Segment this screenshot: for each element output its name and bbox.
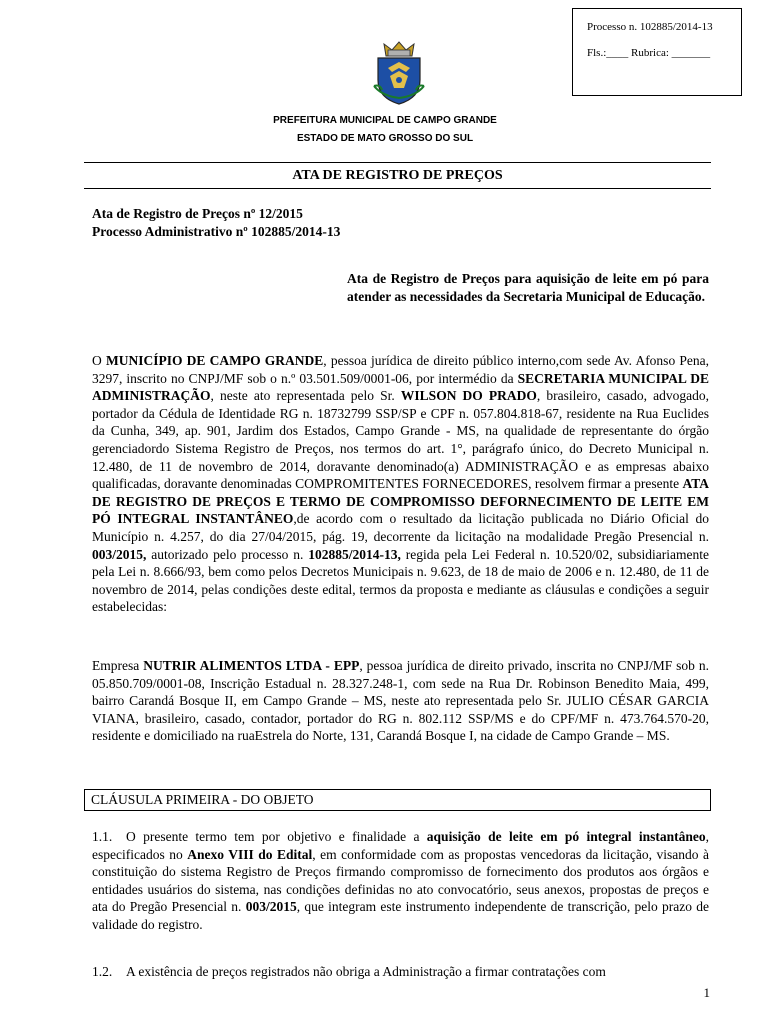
text-run: Empresa	[92, 658, 144, 673]
clause-number: 1.2.	[92, 964, 113, 979]
org-state-line: ESTADO DE MATO GROSSO DO SUL	[296, 133, 474, 144]
text-run: O	[92, 353, 106, 368]
text-run: , neste ato representada pelo Sr.	[210, 388, 401, 404]
process-number: Processo n. 102885/2014-13	[587, 21, 713, 33]
text-run: regida pela Lei Federal n. 10.520/02, subsidiariamente pela Lei n. 8.666/93, bem como pelos Decretos Municipais n. 9.623, de 18 de maio de 2006 e n. 12.480, de 11 de novembro de 2014, pelas condições deste edital, termos da proposta e mediante as cláusulas e condições a seguir estabelecidas:	[92, 546, 709, 615]
coat-of-arms-icon	[370, 40, 428, 108]
bold-run: aquisição de leite em pó integral instantâneo	[426, 829, 706, 844]
title-rule-top	[84, 162, 711, 163]
title-rule-bottom	[84, 188, 711, 189]
parties-paragraph	[92, 352, 709, 616]
page-number: 1	[703, 985, 710, 1000]
document-summary: Ata de Registro de Preços para aquisição de leite em pó para atender as necessidades da Secretaria Municipal de Educação.	[347, 271, 709, 304]
bold-run: 003/2015,	[92, 546, 147, 562]
text-run: autorizado pelo processo n.	[146, 546, 309, 562]
company-paragraph	[92, 657, 709, 745]
folio-rubric-line: Fls.:____ Rubrica: _______	[587, 47, 711, 59]
bold-run: Anexo VIII do Edital	[187, 846, 313, 862]
bold-run: MUNICÍPIO DE CAMPO GRANDE	[105, 353, 324, 368]
document-title: ATA DE REGISTRO DE PREÇOS	[292, 168, 503, 183]
reference-lines	[92, 205, 709, 240]
text-run: , especificados no	[92, 829, 709, 862]
clause-1-2	[92, 963, 709, 981]
bold-run: ATA DE REGISTRO DE PREÇOS E TERMO DE COMPROMISSO DEFORNECIMENTO DE LEITE EM PÓ INTEGRAL INSTANTÂNEO	[92, 476, 710, 527]
text-run: , pessoa jurídica de direito privado, inscrita no CNPJ/MF sob n. 05.850.709/0001-08, Inscrição Estadual n. 28.327.248-1, com sede na Rua Dr. Robinson Benedito Maia, 499, bairro Carandá Bosque II, em Campo Grande – MS, neste ato representada pelo Sr. JULIO CÉSAR GARCIA VIANA, brasileiro, casado, contador, portador do RG n. 802.112 SSP/MS e do CPF/MF n. 473.764.570-20, residente e domiciliado na ruaEstrela do Norte, 131, Carandá Bosque I, na cidade de Campo Grande – MS.	[92, 658, 710, 744]
text-run: A existência de preços registrados não obriga a Administração a firmar contratações com	[126, 964, 606, 979]
process-reference: Processo Administrativo nº 102885/2014-13	[92, 223, 341, 239]
text-run: , que integram este instrumento independente de transcrição, pelo prazo de validade do registro.	[92, 899, 709, 932]
bold-run: 102885/2014-13,	[308, 546, 401, 562]
clause-1-1	[92, 828, 709, 934]
text-run: O presente termo tem por objetivo e finalidade a	[126, 829, 427, 844]
process-stamp-box	[572, 8, 742, 96]
bold-run: 003/2015	[245, 899, 297, 915]
clause-number: 1.1.	[92, 829, 113, 844]
text-run: ,de acordo com o resultado da licitação publicada no Diário Oficial do Município n. 4.257, do dia 27/04/2015, pág. 19, decorrente da licitação na modalidade Pregão Presencial n.	[92, 511, 710, 544]
org-name-line: PREFEITURA MUNICIPAL DE CAMPO GRANDE	[273, 115, 497, 126]
text-run: , em conformidade com as propostas vencedoras da licitação, visando à constituição do sistema Registro de Preços firmando compromisso de fornecimento dos produtos aos órgãos e entidades usuários do sistema, nas condições definidas no ato convocatório, seus anexos, propostas de preços e ata do Pregão Presencial n.	[92, 846, 709, 915]
ata-number: Ata de Registro de Preços nº 12/2015	[92, 206, 303, 221]
text-run: , pessoa jurídica de direito público interno,com sede Av. Afonso Pena, 3297, inscrito no CNPJ/MF sob o n.º 03.501.509/0001-06, por intermédio da	[92, 353, 710, 386]
bold-run: WILSON DO PRADO	[400, 388, 537, 404]
bold-run: SECRETARIA MUNICIPAL DE ADMINISTRAÇÃO	[92, 370, 709, 404]
text-run: , brasileiro, casado, advogado, portador da Cédula de Identidade RG n. 18732799 SSP/SP e CPF n. 057.804.818-67, residente na Rua Euclides da Cunha, 349, ap. 901, Jardim dos Estados, Campo Grande - MS, na qualidade de representante do órgão gerenciadordo Sistema Registro de Preços, nos termos do art. 1°, parágrafo único, do Decreto Municipal n. 12.480, de 11 de novembro de 2014, doravante denominado(a) ADMINISTRAÇÃO e as empresas abaixo qualificadas, doravante denominadas COMPROMITENTES FORNECEDORES, resolvem firmar a presente	[92, 388, 709, 492]
clause-heading: CLÁUSULA PRIMEIRA - DO OBJETO	[84, 789, 711, 811]
bold-run: NUTRIR ALIMENTOS LTDA - EPP	[143, 658, 360, 673]
